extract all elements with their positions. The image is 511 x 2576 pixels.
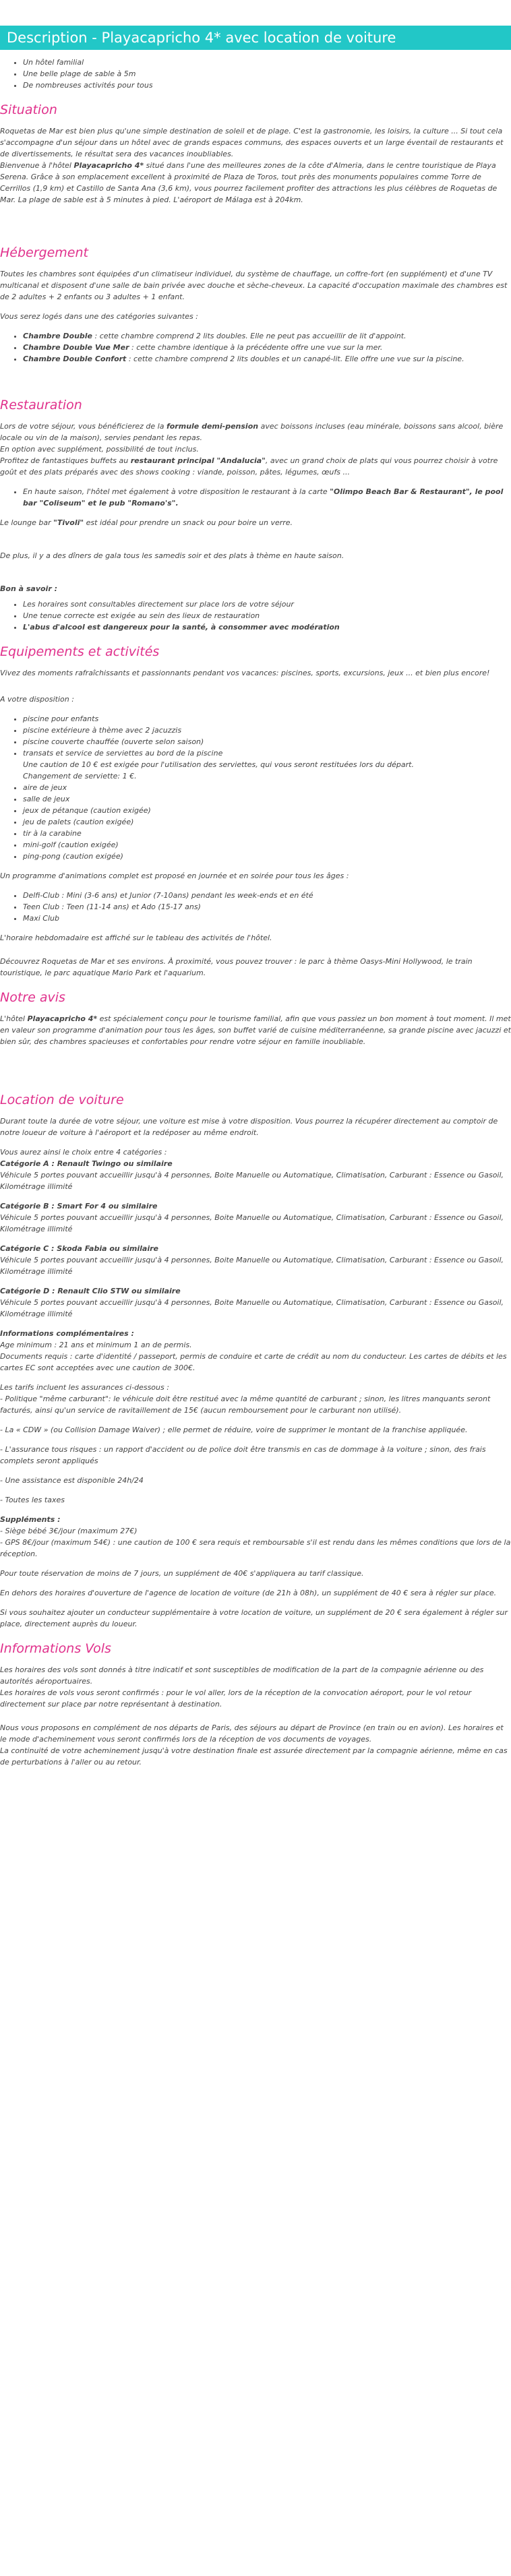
car-category — [0, 1285, 511, 1320]
vols-paragraph — [0, 1664, 511, 1710]
risques-paragraph: - L'assurance tous risques : un rapport d'accident ou de police doit être transmis en cas de dommage à la voiture ; sinon, des frais complets seront appliqués — [0, 1445, 486, 1465]
room-desc: : cette chambre comprend 2 lits doubles. Elle ne peut pas accueillir de lit d'appoint. — [92, 332, 407, 340]
hotel-name: Playacapricho 4* — [27, 1014, 98, 1023]
moins7-paragraph: Pour toute réservation de moins de 7 jours, un supplément de 40€ s'appliquera au tarif classique. — [0, 1569, 364, 1578]
info-title: Informations complémentaires : — [0, 1329, 134, 1338]
list-item: • ping-pong (caution exigée) — [23, 851, 511, 862]
list-item: • jeux de pétanque (caution exigée) — [23, 805, 511, 816]
situation-paragraph-2 — [0, 160, 511, 206]
info-complementaires — [0, 1328, 511, 1374]
list-item: • jeu de palets (caution exigée) — [23, 816, 511, 828]
cdw-paragraph: - La « CDW » (ou Collision Damage Waiver) ; elle permet de réduire, voire de supprimer le montant de la franchise appliquée. — [0, 1425, 468, 1434]
text: Age minimum : 21 ans et minimum 1 an de permis. — [0, 1341, 192, 1349]
text: La continuité de votre acheminement jusqu'à votre destination finale est assurée directement par la compagnie aérienne, même en cas de perturbations à l'aller ou au retour. — [0, 1746, 508, 1767]
room-desc: : cette chambre comprend 2 lits doubles et un canapé-lit. Elle offre une vue sur la piscine. — [126, 355, 464, 363]
list-item: • Une belle plage de sable à 5m — [23, 68, 511, 80]
bon-a-savoir-title — [0, 583, 511, 594]
location-paragraph: Durant toute la durée de votre séjour, une voiture est mise à votre disposition. Vous pourrez la récupérer directement au comptoir de notre loueur de voiture à l'aéroport et la redéposer au même endroit. — [0, 1117, 498, 1137]
restauration-paragraph — [0, 421, 511, 478]
bon-a-savoir-list — [0, 599, 511, 633]
page — [0, 26, 511, 1796]
description-banner: Description - Playacapricho 4* avec location de voiture — [0, 26, 511, 50]
formula: formule demi-pension — [166, 422, 259, 431]
hebergement-paragraph: Toutes les chambres sont équipées d'un climatiseur individuel, du système de chauffage, un coffre-fort (en supplément) et d'une TV multicanal et disposent d'une salle de bain privée avec douche et sèche-cheveux. La capacité d'occupation maximale des chambres est de 2 adultes + 2 enfants ou 3 adultes + 1 enfant. — [0, 270, 508, 301]
text: est idéal pour prendre un snack ou pour boire un verre. — [84, 518, 293, 527]
location-categories-intro — [0, 1146, 511, 1158]
equipements-list — [0, 713, 511, 862]
rooms-list — [0, 330, 511, 365]
supplements-title: Suppléments : — [0, 1515, 61, 1524]
list-item — [23, 342, 511, 353]
intro-list — [0, 57, 511, 91]
text: L'abus d'alcool est dangereux pour la santé, à consommer avec modération — [23, 623, 340, 632]
category-title: Catégorie C : Skoda Fabia ou similaire — [0, 1244, 158, 1253]
vols-paragraph-2 — [0, 1722, 511, 1768]
list-item: • De nombreuses activités pour tous — [23, 80, 511, 91]
decouvrez-paragraph: Découvrez Roquetas de Mar et ses environs. À proximité, vous pouvez trouver : le parc à thème Oasys-Mini Hollywood, le train touristique, le parc aquatique Mario Park et l'aquarium. — [0, 957, 473, 977]
category-title: Catégorie A : Renault Twingo ou similaire — [0, 1159, 173, 1168]
car-category — [0, 1158, 511, 1192]
room-desc: : cette chambre identique à la précédente offre une vue sur la mer. — [129, 343, 383, 352]
room-name: Chambre Double Confort — [23, 355, 127, 363]
section-title-avis: Notre avis — [0, 990, 65, 1005]
section-title-hebergement: Hébergement — [0, 245, 88, 260]
restaurant-name: restaurant principal "Andalucia" — [130, 456, 266, 465]
category-desc: Véhicule 5 portes pouvant accueillir jusqu'à 4 personnes, Boite Manuelle ou Automatique, Climatisation, Carburant : Essence ou Gasoil, Kilométrage illimité — [0, 1213, 504, 1233]
text: En haute saison, l'hôtel met également à votre disposition le restaurant à la carte — [23, 487, 330, 496]
section-title-restauration: Restauration — [0, 398, 82, 412]
restaurants-list — [0, 486, 511, 509]
section-title-equipements: Equipements et activités — [0, 644, 160, 659]
content — [0, 57, 511, 1768]
equipements-paragraph: Vivez des moments rafraîchissants et passionnants pendant vos vacances: piscines, sports, excursions, jeux ... et bien plus encore! — [0, 669, 490, 677]
text: - Siège bébé 3€/jour (maximum 27€) — [0, 1527, 138, 1535]
list-item — [23, 330, 511, 342]
text: Bon à savoir : — [0, 584, 57, 593]
text: Les horaires des vols sont donnés à titre indicatif et sont susceptibles de modification de la part de la compagnie aérienne ou des autorités aéroportuaires. — [0, 1665, 484, 1686]
restaurant-names: "Olimpo Beach Bar & Restaurant", le pool bar "Coliseum" et le pub "Romano's". — [23, 487, 504, 508]
conducteur-paragraph: Si vous souhaitez ajouter un conducteur supplémentaire à votre location de voiture, un supplément de 20 € sera également à régler sur place, directement auprès du loueur. — [0, 1608, 508, 1628]
list-item: • piscine extérieure à thème avec 2 jacuzzis — [23, 725, 511, 736]
text: , avec un grand choix de plats qui vous pourrez choisir à votre goût et des plats préparés avec des shows cooking : viande, poisson, pâtes, légumes, œufs ... — [0, 456, 498, 477]
gala-paragraph: De plus, il y a des dîners de gala tous les samedis soir et des plats à thème en haute saison. — [0, 551, 344, 560]
list-item: • Delfi-Club : Mini (3-6 ans) et Junior (7-10ans) pendant les week-ends et en été — [23, 890, 511, 901]
list-item: • mini-golf (caution exigée) — [23, 839, 511, 851]
list-item: • aire de jeux — [23, 782, 511, 793]
text: Le lounge bar — [0, 518, 54, 527]
list-item: • salle de jeux — [23, 793, 511, 805]
car-category — [0, 1243, 511, 1277]
text: transats et service de serviettes au bord de la piscine — [23, 749, 223, 758]
list-item: • piscine couverte chauffée (ouverte selon saison) — [23, 736, 511, 747]
room-name: Chambre Double — [23, 332, 93, 340]
text: situé dans l'une des meilleures zones de la côte d'Almeria, dans le centre touristique de Playa Serena. Grâce à son emplacement excellent à proximité de Plaza de Toros, tout près des monuments populaires comme Torre de Cerrillos (1,9 km) et Castillo de Santa Ana (3,6 km), vous pourrez facilement profiter des attractions les plus célèbres de Roquetas de Mar. La plage de sable est à 5 minutes à pied. L'aéroport de Málaga est à 204km. — [0, 161, 498, 204]
list-item: • Un hôtel familial — [23, 57, 511, 68]
hotel-name: Playacapricho 4* — [73, 161, 144, 170]
text: Changement de serviette: 1 €. — [23, 772, 137, 780]
section-title-situation: Situation — [0, 102, 57, 117]
clubs-list — [0, 890, 511, 924]
text: Documents requis : carte d'identité / passeport, permis de conduire et carte de crédit au nom du conducteur. Les cartes de débits et les cartes EC sont acceptées avec une caution de 300€. — [0, 1352, 507, 1372]
text: Lors de votre séjour, vous bénéficierez de la — [0, 422, 167, 431]
lounge-name: "Tivoli" — [53, 518, 84, 527]
equipements-paragraph-2: A votre disposition : — [0, 695, 74, 704]
category-desc: Véhicule 5 portes pouvant accueillir jusqu'à 4 personnes, Boite Manuelle ou Automatique, Climatisation, Carburant : Essence ou Gasoil, Kilométrage illimité — [0, 1171, 504, 1191]
text: Nous vous proposons en complément de nos départs de Paris, des séjours au départ de Province (en train ou en avion). Les horaires et le mode d'acheminement vous seront confirmés lors de la réception de vos documents de voyages. — [0, 1723, 504, 1744]
assistance-paragraph: - Une assistance est disponible 24h/24 — [0, 1476, 144, 1485]
list-item — [23, 353, 511, 365]
tarifs-paragraph — [0, 1382, 511, 1416]
category-desc: Véhicule 5 portes pouvant accueillir jusqu'à 4 personnes, Boite Manuelle ou Automatique, Climatisation, Carburant : Essence ou Gasoil, Kilométrage illimité — [0, 1256, 504, 1276]
room-name: Chambre Double Vue Mer — [23, 343, 129, 352]
text: Les horaires de vols vous seront confirmés : pour le vol aller, lors de la réception de la convocation aéroport, pour le vol retour directement sur place par notre représentant à destination. — [0, 1688, 472, 1709]
list-item: • Teen Club : Teen (11-14 ans) et Ado (15-17 ans) — [23, 901, 511, 913]
text: avec boissons incluses (eau minérale, boissons sans alcool, bière locale ou vin de la maison), servies pendant les repas. — [0, 422, 504, 442]
category-title: Catégorie B : Smart For 4 ou similaire — [0, 1202, 158, 1210]
car-category — [0, 1200, 511, 1235]
text: En option avec supplément, possibilité de tout inclus. — [0, 445, 199, 454]
situation-paragraph: Roquetas de Mar est bien plus qu'une simple destination de soleil et de plage. C'est la gastronomie, les loisirs, la culture ... Si tout cela s'accompagne d'un séjour dans un hôtel avec de grands espaces communs, des espaces ouverts et un large éventail de restaurants et de divertissements, le résultat sera des vacances inoubliables. — [0, 127, 504, 158]
list-item — [23, 621, 511, 633]
text: Vous aurez ainsi le choix entre 4 catégories : — [0, 1148, 167, 1157]
category-desc: Véhicule 5 portes pouvant accueillir jusqu'à 4 personnes, Boite Manuelle ou Automatique, Climatisation, Carburant : Essence ou Gasoil, Kilométrage illimité — [0, 1298, 504, 1318]
text: Bienvenue à l'hôtel — [0, 161, 74, 170]
text: - Politique "même carburant": le véhicule doit être restitué avec la même quantité de carburant ; sinon, les litres manquants seront facturés, ainsi qu'un service de ravitaillement de 15€ (aucun remboursement pour le carburant non utilisé). — [0, 1394, 491, 1415]
text: L'hôtel — [0, 1014, 28, 1023]
animations-paragraph: Un programme d'animations complet est proposé en journée et en soirée pour tous les âges : — [0, 871, 349, 880]
section-title-vols: Informations Vols — [0, 1641, 111, 1656]
horaire-paragraph: L'horaire hebdomadaire est affiché sur le tableau des activités de l'hôtel. — [0, 933, 272, 942]
taxes-paragraph: - Toutes les taxes — [0, 1496, 65, 1504]
list-item: • Maxi Club — [23, 913, 511, 924]
list-item — [23, 486, 511, 509]
list-item: • piscine pour enfants — [23, 713, 511, 725]
category-title: Catégorie D : Renault Clio STW ou similaire — [0, 1287, 181, 1295]
horaires-paragraph: En dehors des horaires d'ouverture de l'agence de location de voiture (de 21h à 08h), un supplément de 40 € sera à régler sur place. — [0, 1589, 497, 1597]
text: Les tarifs incluent les assurances ci-dessous : — [0, 1383, 169, 1392]
hebergement-paragraph-2: Vous serez logés dans une des catégories suivantes : — [0, 312, 198, 321]
text: Profitez de fantastiques buffets au — [0, 456, 131, 465]
text: Une caution de 10 € est exigée pour l'utilisation des serviettes, qui vous seront restituées lors du départ. — [23, 760, 414, 769]
section-title-location: Location de voiture — [0, 1093, 124, 1107]
text: est spécialement conçu pour le tourisme familial, afin que vous passiez un bon moment à tout moment. Il met en valeur son programme d'animation pour tous les âges, son buffet varié de cuisine méditerranéenne, sa grande piscine avec jacuzzi et bien sûr, des chambres spacieuses et confortables pour rendre votre séjour en famille inoubliable. — [0, 1014, 511, 1046]
avis-paragraph — [0, 1013, 511, 1047]
text: - GPS 8€/jour (maximum 54€) : une caution de 100 € sera requis et remboursable s'il est rendu dans les mêmes conditions que lors de la réception. — [0, 1538, 511, 1558]
list-item — [23, 747, 511, 782]
lounge-paragraph — [0, 517, 511, 528]
list-item: • tir à la carabine — [23, 828, 511, 839]
list-item: • Une tenue correcte est exigée au sein des lieux de restauration — [23, 610, 511, 621]
supplements-paragraph — [0, 1514, 511, 1560]
list-item: • Les horaires sont consultables directement sur place lors de votre séjour — [23, 599, 511, 610]
